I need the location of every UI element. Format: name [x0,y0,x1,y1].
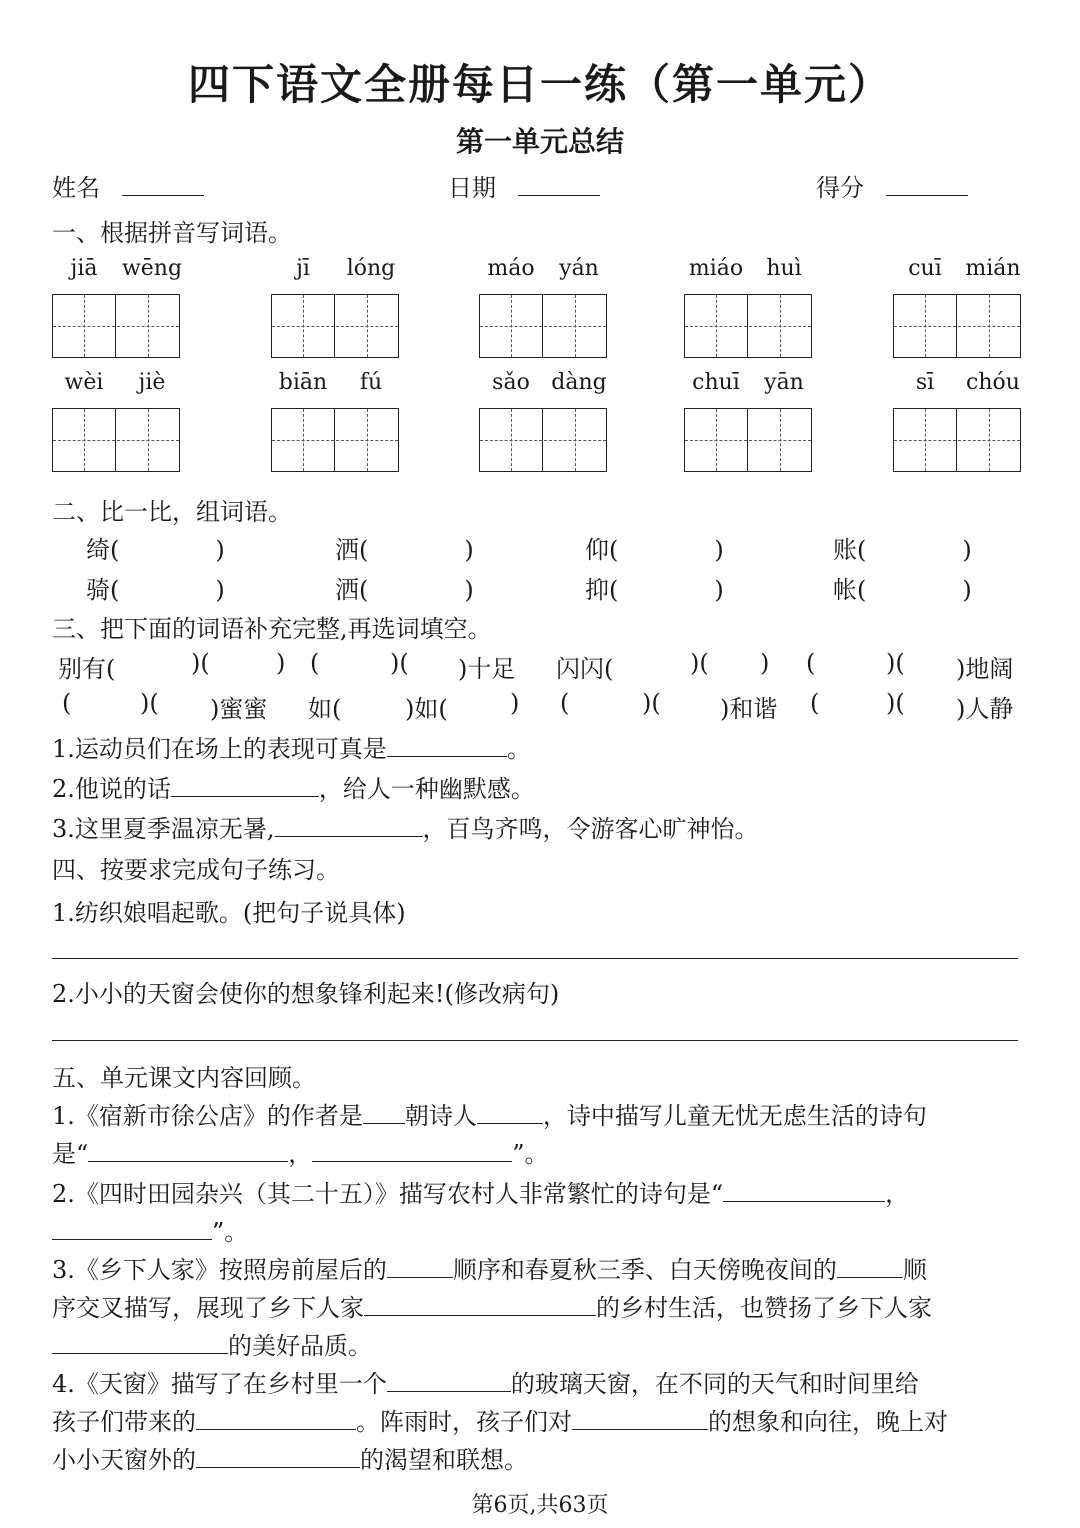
s3-q2-text: 2.他说的话 [52,775,171,803]
s5-q1-text-d: 是“ [52,1140,89,1168]
paren-close: ) [962,576,972,604]
idiom-fragment: )( [390,649,409,677]
pinyin-label [893,256,1025,281]
idiom-fragment: )( [886,689,905,717]
s5-q2-text-b: ， [885,1180,910,1208]
s5-question-3-line-2 [52,1288,932,1323]
score-field [816,168,968,203]
s3-q3-end: ，百鸟齐鸣，令游客心旷神怡。 [422,815,759,843]
pinyin-syllable: fú [359,370,383,395]
idiom-fragment: )( [690,649,709,677]
s4-question-2: 2.小小的天窗会使你的想象锋利起来!(修改病句) [52,980,560,1008]
pinyin-syllable: wēng [121,256,183,281]
compare-character: 骑 [86,576,110,604]
s5-q1-text-c: ，诗中描写儿童无忧无虑生活的诗句 [542,1102,927,1130]
s3-q3-blank[interactable] [275,812,423,837]
idiom-fragment: ( [560,689,570,717]
pinyin-syllable: dàng [551,370,607,395]
s5-question-4-line-1 [52,1364,919,1399]
s3-q3-text: 3.这里夏季温凉无暑, [52,815,275,843]
s5-q3-text-e: 的乡村生活，也赞扬了乡下人家 [596,1294,932,1322]
tianzige-writing-grid[interactable] [271,294,399,358]
tianzige-writing-grid[interactable] [684,294,812,358]
pinyin-syllable: sǎo [492,370,530,395]
page-subtitle: 第一单元总结 [455,125,624,158]
date-blank[interactable] [518,171,600,196]
compare-character: 帐 [833,576,857,604]
paren-open: ( [359,576,369,604]
pinyin-label [479,256,611,281]
pinyin-syllable: mián [965,256,1021,281]
pinyin-label [684,256,816,281]
paren-close: ) [714,576,724,604]
paren-open: ( [359,536,369,564]
s5-q4-blank-4[interactable] [196,1443,360,1468]
score-label: 得分 [816,174,864,202]
s5-q3-blank-3[interactable] [364,1291,596,1316]
s5-question-2-line-1 [52,1174,909,1209]
pinyin-label [271,256,403,281]
compare-character: 绮 [86,536,110,564]
s5-question-4-line-3 [52,1440,528,1475]
s5-question-2-line-2 [52,1212,248,1247]
s5-q2-verse-blank-2[interactable] [52,1215,212,1240]
pinyin-syllable: jiè [138,370,166,395]
s5-q4-text-e: 的想象和向往，晚上对 [708,1408,948,1436]
paren-open: ( [609,576,619,604]
idiom-fragment: )蜜蜜 [210,695,268,723]
s5-q3-text-f: 的美好品质。 [228,1332,372,1360]
compare-word-item [335,570,474,605]
s5-q4-blank-1[interactable] [387,1367,511,1392]
s5-q1-text-e: ， [288,1140,313,1168]
s3-q2-blank[interactable] [171,772,319,797]
idiom-fragment: )人静 [956,695,1014,723]
paren-close: ) [714,536,724,564]
s5-q4-text-f: 小小天窗外的 [52,1446,196,1474]
section-3-heading: 三、把下面的词语补充完整,再选词填空。 [52,615,492,643]
name-blank[interactable] [122,171,204,196]
s5-q1-text-b: 朝诗人 [404,1102,477,1130]
idiom-fragment: )十足 [458,655,516,683]
s5-q1-text-f: ”。 [512,1140,549,1168]
s5-question-4-line-2 [52,1402,948,1437]
compare-word-item [86,570,225,605]
s5-q4-text-a: 4.《天窗》描写了在乡村里一个 [52,1370,387,1398]
compare-character: 仰 [585,536,609,564]
idiom-fragment: ( [806,649,816,677]
pinyin-syllable: chuī [692,370,740,395]
tianzige-writing-grid[interactable] [271,408,399,472]
pinyin-syllable: chóu [966,370,1020,395]
pinyin-label [52,370,184,395]
pinyin-syllable: huì [766,256,802,281]
s5-q2-verse-blank-1[interactable] [723,1177,885,1202]
idiom-fragment: )和谐 [720,695,778,723]
idiom-fragment: )( [642,689,661,717]
s5-q4-text-d: 。阵雨时，孩子们对 [356,1408,572,1436]
s3-question-1 [52,729,531,764]
paren-open: ( [857,576,867,604]
pinyin-syllable: máo [487,256,535,281]
pinyin-syllable: miáo [688,256,744,281]
section-1-heading: 一、根据拼音写词语。 [52,219,292,247]
pinyin-syllable: jiā [70,256,98,281]
idiom-fragment: )( [191,649,210,677]
idiom-fragment: ) [760,649,770,677]
s3-question-3 [52,809,759,844]
compare-character: 洒 [335,536,359,564]
idiom-fragment: ( [310,649,320,677]
page-title: 四下语文全册每日一练（第一单元） [187,60,892,109]
section-2-heading: 二、比一比，组词语。 [52,498,292,526]
s3-q1-blank[interactable] [387,732,507,757]
name-label: 姓名 [52,174,100,202]
s5-q4-text-c: 孩子们带来的 [52,1408,196,1436]
compare-word-item [335,530,474,565]
name-field [52,168,204,203]
s5-q2-text-c: ”。 [212,1218,249,1246]
pinyin-syllable: wèi [64,370,104,395]
pinyin-syllable: biān [278,370,328,395]
pinyin-syllable: yán [559,256,599,281]
pinyin-syllable: sī [915,370,935,395]
idiom-fragment: 闪闪( [556,655,614,683]
paren-close: ) [215,576,225,604]
s5-question-1-line-1 [52,1096,927,1131]
tianzige-writing-grid[interactable] [893,408,1021,472]
s5-q3-blank-1[interactable] [387,1253,453,1278]
pinyin-label [893,370,1025,395]
s3-q2-end: ，给人一种幽默感。 [318,775,535,803]
paren-open: ( [110,576,120,604]
pinyin-label [52,256,184,281]
s4-question-1: 1.纺织娘唱起歌。(把句子说具体) [52,899,406,927]
paren-close: ) [215,536,225,564]
date-label: 日期 [448,174,496,202]
paren-close: ) [962,536,972,564]
s5-q4-text-b: 的玻璃天窗，在不同的天气和时间里给 [510,1370,919,1398]
s5-question-3-line-1 [52,1250,927,1285]
paren-open: ( [609,536,619,564]
section-5-heading: 五、单元课文内容回顾。 [52,1064,316,1092]
s5-q3-blank-4[interactable] [52,1329,228,1354]
date-field [448,168,600,203]
s5-q1-verse-blank-1[interactable] [88,1137,288,1162]
idiom-fragment: ) [510,689,520,717]
pinyin-syllable: cuī [908,256,942,281]
idiom-fragment: )如( [405,695,448,723]
compare-word-item [833,570,972,605]
paren-open: ( [110,536,120,564]
s5-q4-blank-3[interactable] [572,1405,708,1430]
compare-word-item [833,530,972,565]
s5-q1-text-a: 1.《宿新市徐公店》的作者是 [52,1102,363,1130]
s5-q3-text-b: 顺序和春夏秋三季、白天傍晚夜间的 [452,1256,837,1284]
compare-word-item [585,530,724,565]
s5-q4-text-g: 的渴望和联想。 [360,1446,528,1474]
s4-q1-answer-line[interactable] [52,958,1018,959]
s4-q2-answer-line[interactable] [52,1040,1018,1041]
s5-question-1-line-2 [52,1134,549,1169]
paren-close: ) [464,536,474,564]
pinyin-syllable: jī [296,256,310,281]
idiom-fragment: 别有( [58,655,116,683]
pinyin-label [684,370,816,395]
compare-word-item [86,530,225,565]
tianzige-writing-grid[interactable] [479,294,607,358]
paren-close: ) [464,576,474,604]
idiom-fragment: ( [810,689,820,717]
pinyin-label [271,370,403,395]
tianzige-writing-grid[interactable] [479,408,607,472]
section-4-heading: 四、按要求完成句子练习。 [52,856,340,884]
compare-word-item [585,570,724,605]
idiom-fragment: )地阔 [956,655,1014,683]
compare-character: 抑 [585,576,609,604]
s5-q1-poet-blank[interactable] [477,1099,543,1124]
idiom-fragment: )( [886,649,905,677]
compare-character: 账 [833,536,857,564]
pinyin-label [479,370,611,395]
s3-q1-end: 。 [506,735,531,763]
score-blank[interactable] [886,171,968,196]
pinyin-syllable: yān [764,370,804,395]
tianzige-writing-grid[interactable] [893,294,1021,358]
s5-q3-blank-2[interactable] [837,1253,903,1278]
tianzige-writing-grid[interactable] [52,294,180,358]
idiom-fragment: 如( [308,695,342,723]
paren-open: ( [857,536,867,564]
s5-q3-text-d: 序交叉描写，展现了乡下人家 [52,1294,364,1322]
tianzige-writing-grid[interactable] [52,408,180,472]
s5-q4-blank-2[interactable] [196,1405,356,1430]
pinyin-syllable: lóng [346,256,396,281]
page-footer: 第6页,共63页 [471,1493,609,1518]
idiom-fragment: )( [140,689,159,717]
idiom-fragment: ( [62,689,72,717]
s5-q1-verse-blank-2[interactable] [312,1137,512,1162]
s5-q3-text-c: 顺 [902,1256,927,1284]
tianzige-writing-grid[interactable] [684,408,812,472]
s5-q2-text-a: 2.《四时田园杂兴（其二十五）》描写农村人非常繁忙的诗句是“ [52,1180,724,1208]
s5-question-3-line-3 [52,1326,372,1361]
idiom-fragment: ) [276,649,286,677]
s3-question-2 [52,769,535,804]
compare-character: 洒 [335,576,359,604]
s5-q1-dynasty-blank[interactable] [363,1099,405,1124]
s5-q3-text-a: 3.《乡下人家》按照房前屋后的 [52,1256,387,1284]
s3-q1-text: 1.运动员们在场上的表现可真是 [52,735,387,763]
